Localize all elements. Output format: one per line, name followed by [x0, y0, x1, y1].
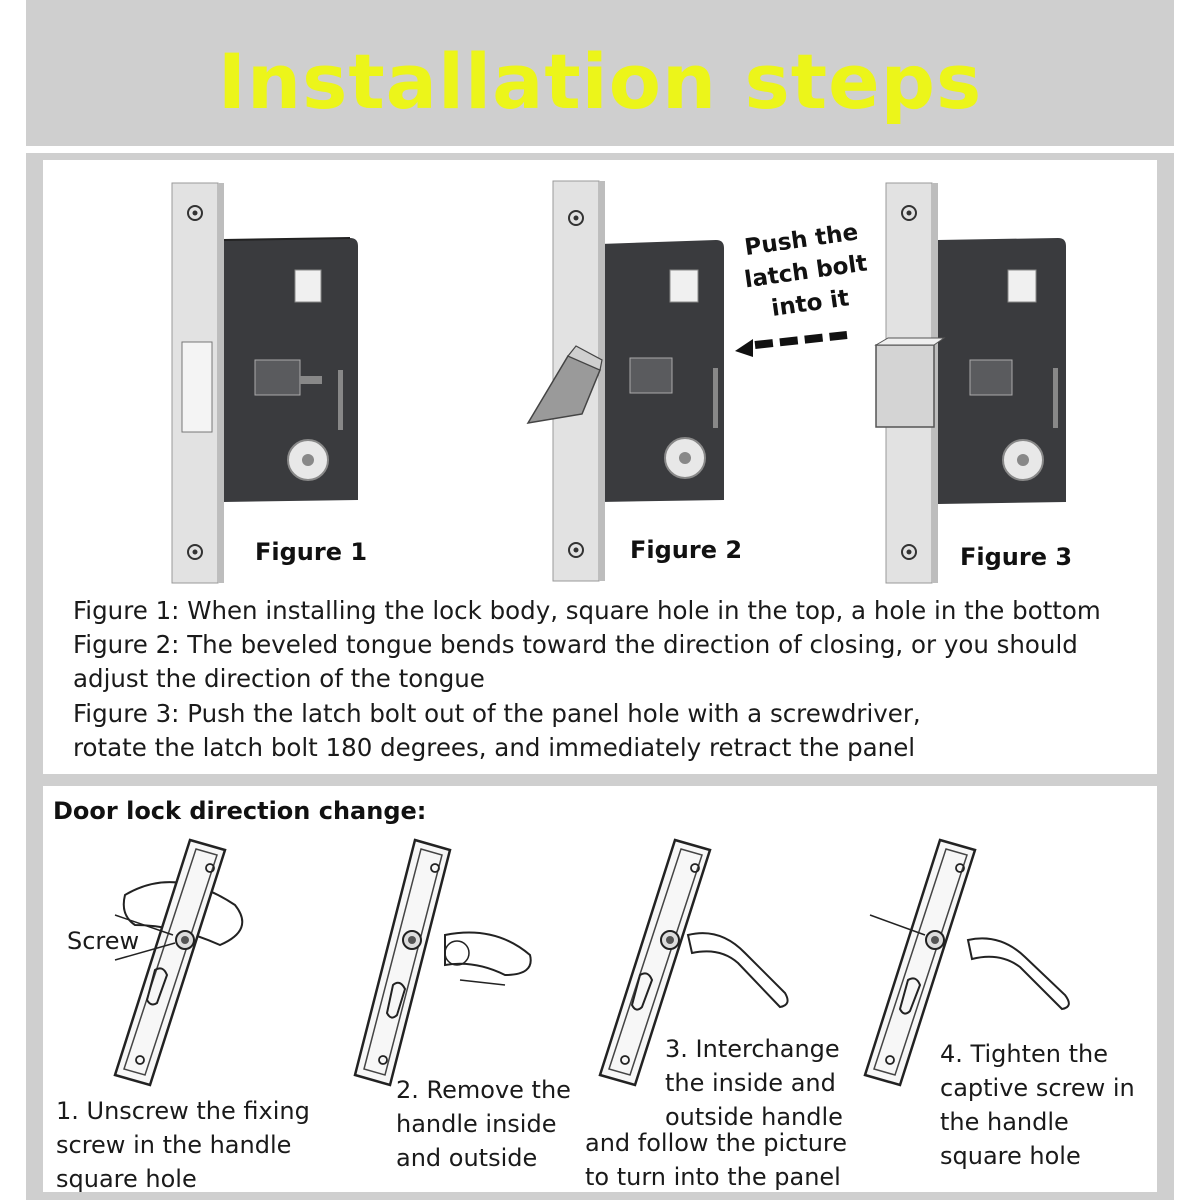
section-title: Door lock direction change:: [53, 797, 427, 825]
step-4-line-2: captive screw in: [940, 1074, 1135, 1102]
step-3-line-4: and follow the picture: [585, 1129, 848, 1157]
figure-2-lock-illustration: [520, 178, 735, 588]
description-line-2: Figure 2: The beveled tongue bends toward the direction of closing, or you should: [73, 630, 1078, 659]
figure-1-label: Figure 1: [255, 538, 368, 566]
figure-3-label: Figure 3: [960, 543, 1073, 571]
description-line-5: rotate the latch bolt 180 degrees, and immediately retract the panel: [73, 733, 916, 762]
step-2-handle-illustration: [345, 835, 545, 1095]
step-2-line-2: handle inside: [396, 1110, 557, 1138]
step-2-line-1: 2. Remove the: [396, 1076, 571, 1104]
step-1-text: [56, 1094, 310, 1196]
push-label-line-2: latch bolt: [742, 250, 869, 294]
step-3-line-1: 3. Interchange: [665, 1035, 840, 1063]
page-title: Installation steps: [217, 37, 983, 126]
step-1-line-3: square hole: [56, 1165, 197, 1193]
step-2-text: [396, 1073, 571, 1175]
step-1-handle-illustration: [95, 835, 285, 1095]
description-line-3: adjust the direction of the tongue: [73, 664, 485, 693]
figure-1-lock-illustration: [160, 180, 370, 590]
header-banner: [26, 0, 1174, 146]
push-latch-label: [738, 216, 874, 328]
step-4-text: [940, 1037, 1135, 1173]
step-3-line-3: outside handle: [665, 1103, 843, 1131]
step-1-line-1: 1. Unscrew the fixing: [56, 1097, 310, 1125]
push-arrow-icon: [733, 325, 853, 365]
description-line-1: Figure 1: When installing the lock body, square hole in the top, a hole in the bottom: [73, 596, 1101, 625]
step-4-line-4: square hole: [940, 1142, 1081, 1170]
figure-2-label: Figure 2: [630, 536, 743, 564]
screw-label: Screw: [67, 927, 140, 955]
step-3-text-a: [665, 1032, 843, 1134]
step-4-line-1: 4. Tighten the: [940, 1040, 1108, 1068]
step-4-line-3: the handle: [940, 1108, 1069, 1136]
step-2-line-3: and outside: [396, 1144, 538, 1172]
push-label-line-3: into it: [769, 285, 851, 322]
description-line-4: Figure 3: Push the latch bolt out of the panel hole with a screwdriver,: [73, 699, 921, 728]
push-label-line-1: Push the: [743, 219, 860, 262]
step-3-line-2: the inside and: [665, 1069, 836, 1097]
step-1-line-2: screw in the handle: [56, 1131, 292, 1159]
step-3-text-b: [585, 1126, 847, 1194]
figure-3-lock-illustration: [860, 180, 1075, 590]
step-3-line-5: to turn into the panel: [585, 1163, 841, 1191]
